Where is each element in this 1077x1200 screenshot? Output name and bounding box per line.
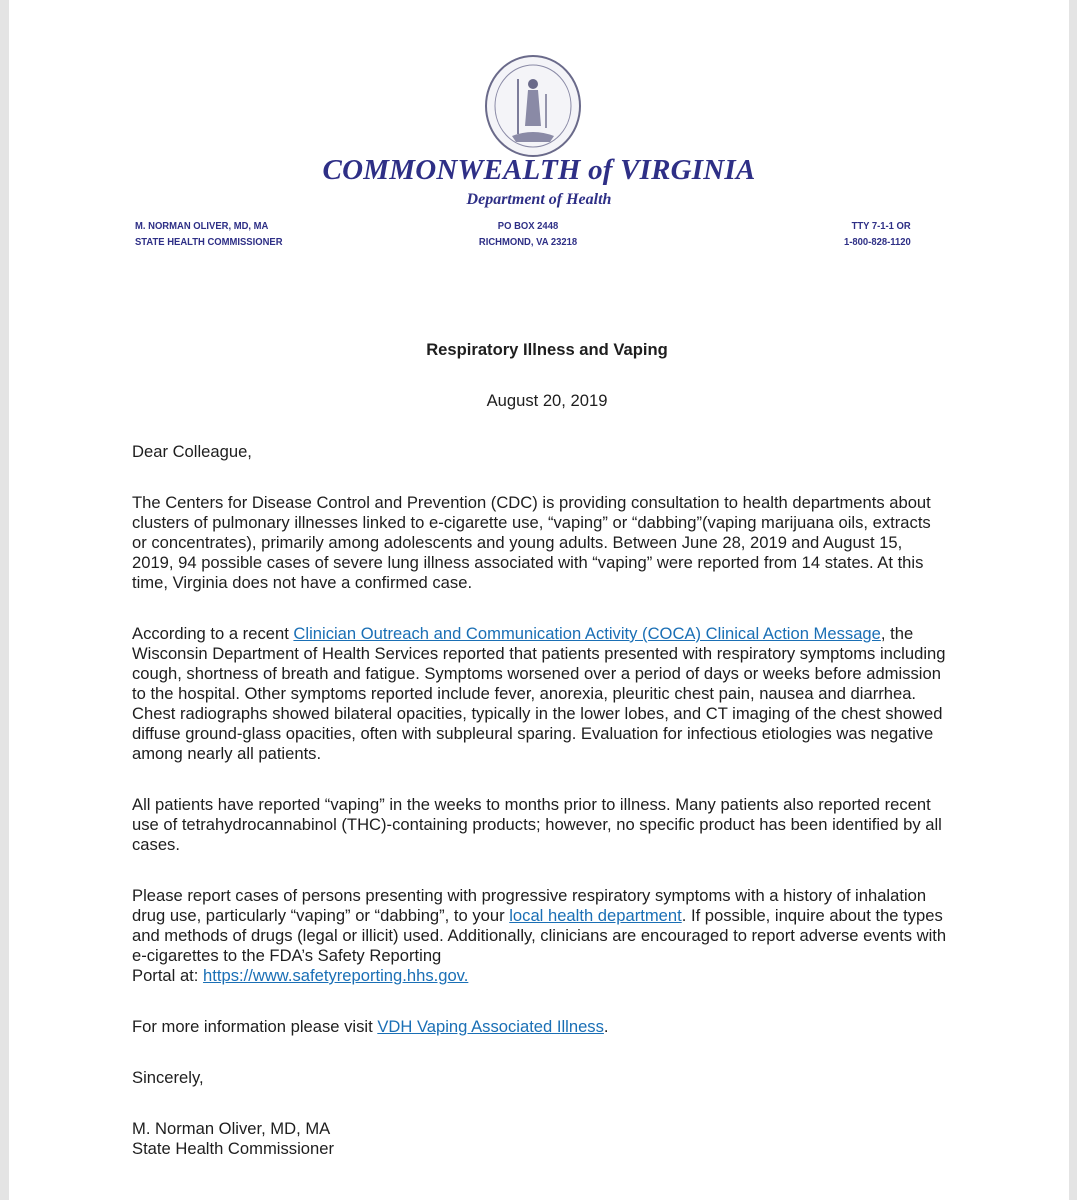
paragraph-text: According to a recent	[132, 624, 294, 643]
paragraph-text: For more information please visit	[132, 1017, 378, 1036]
paragraph-text: Portal at:	[132, 966, 204, 985]
paragraph-text: . If possible, inquire about the types and methods of drugs (legal or illicit) used. Additionally, clinicians are encouraged to report adverse events with e-cigarettes to the FDA’s Safety Reporting	[132, 906, 947, 965]
closing: Sincerely,	[132, 1068, 204, 1087]
paragraph-more-info	[132, 1017, 947, 1037]
signer-name: M. Norman Oliver, MD, MA	[132, 1119, 331, 1138]
paragraph-text: .	[603, 1017, 609, 1036]
signer-title: State Health Commissioner	[132, 1139, 334, 1158]
paragraph-report	[132, 886, 947, 986]
phone-number: 1-800-828-1120	[844, 235, 911, 248]
letter-title: Respiratory Illness and Vaping	[426, 340, 668, 359]
letter-body	[132, 340, 947, 1159]
coca-link[interactable]: Clinician Outreach and Communication Activity (COCA) Clinical Action Message	[293, 624, 881, 643]
salutation: Dear Colleague,	[132, 442, 252, 461]
paragraph-text: Please report cases of persons presenting with progressive respiratory symptoms with a history of inhalation drug use, particularly “vaping” or “dabbing”, to your	[132, 886, 927, 925]
commissioner-info	[135, 219, 283, 250]
paragraph-cdc: The Centers for Disease Control and Prevention (CDC) is providing consultation to health departments about clusters of pulmonary illnesses linked to e-cigarette use, “vaping” or “dabbing”(vaping marijuana oils, extracts or concentrates), primarily among adolescents and young adults. Between June 28, 2019 and August 15, 2019, 94 possible cases of severe lung illness associated with “vaping” were reported from 14 states. At this time, Virginia does not have a confirmed case.	[132, 493, 931, 592]
local-health-department-link[interactable]: local health department	[509, 906, 682, 925]
vdh-vaping-link[interactable]: VDH Vaping Associated Illness	[377, 1017, 604, 1036]
phone-info	[844, 219, 911, 250]
virginia-seal-logo	[484, 54, 582, 158]
commissioner-name: M. NORMAN OLIVER, MD, MA	[135, 220, 269, 232]
city-state-zip: RICHMOND, VA 23218	[478, 235, 578, 248]
paragraph-text: , the Wisconsin Department of Health Services reported that patients presented with respiratory symptoms including cough, shortness of breath and fatigue. Symptoms worsened over a period of days or weeks before admission to the hospital. Other symptoms reported include fever, anorexia, pleuritic chest pain, nausea and diarrhea. Chest radiographs showed bilateral opacities, typically in the lower lobes, and CT imaging of the chest showed diffuse ground-glass opacities, often with subpleural sparing. Evaluation for infectious etiologies was negative among nearly all patients.	[132, 624, 946, 763]
paragraph-coca	[132, 624, 947, 764]
document-page	[9, 0, 1069, 1200]
paragraph-thc: All patients have reported “vaping” in the weeks to months prior to illness. Many patients also reported recent use of tetrahydrocannabinol (THC)-containing products; however, no specific product has been identified by all cases.	[132, 795, 942, 854]
po-box: PO BOX 2448	[497, 220, 559, 232]
tty-number: TTY 7-1-1 OR	[851, 220, 911, 232]
address-info	[474, 219, 582, 250]
letter-date: August 20, 2019	[486, 391, 608, 410]
commissioner-title: STATE HEALTH COMMISSIONER	[135, 235, 283, 248]
org-name: COMMONWEALTH of VIRGINIA	[322, 154, 756, 186]
safety-reporting-link[interactable]: https://www.safetyreporting.hhs.gov.	[203, 966, 469, 985]
department-name: Department of Health	[466, 191, 612, 208]
